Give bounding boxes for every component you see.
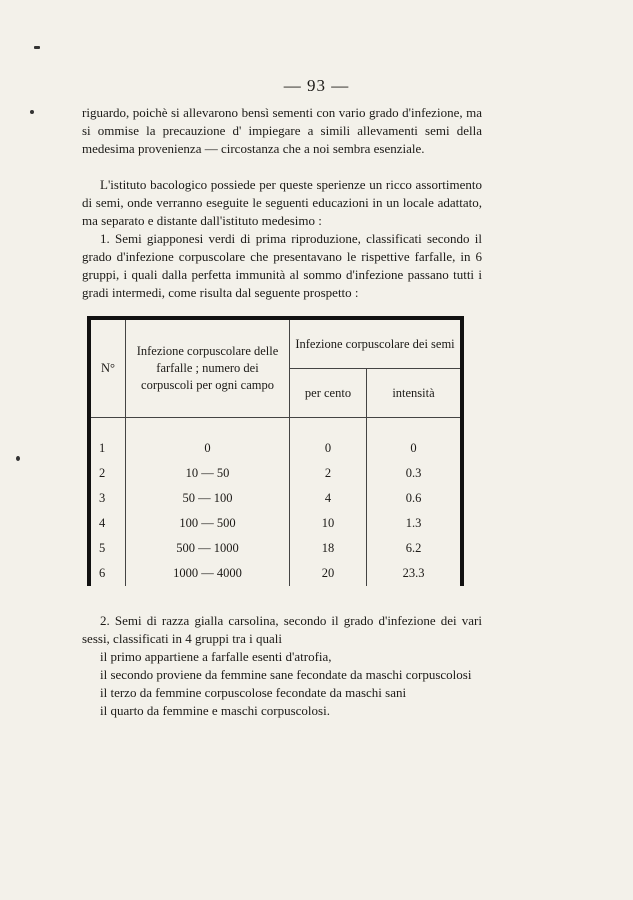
row-number: 4 bbox=[89, 511, 126, 536]
row-percent: 20 bbox=[290, 561, 367, 586]
row-range: 1000 — 4000 bbox=[126, 561, 290, 586]
row-range: 500 — 1000 bbox=[126, 536, 290, 561]
row-range: 50 — 100 bbox=[126, 486, 290, 511]
row-range: 100 — 500 bbox=[126, 511, 290, 536]
row-intensity: 0 bbox=[367, 436, 463, 461]
row-percent: 18 bbox=[290, 536, 367, 561]
page-number: — 93 — bbox=[283, 76, 350, 95]
list-item: il terzo da femmine corpuscolose fecondate da maschi sani bbox=[100, 685, 407, 700]
row-percent: 0 bbox=[290, 436, 367, 461]
row-range: 0 bbox=[126, 436, 290, 461]
ink-mark bbox=[34, 46, 40, 49]
header-moth-infection: Infezione corpuscolare delle farfalle ; numero dei corpuscoli per ogni campo bbox=[126, 318, 290, 418]
paragraph-3-text: 1. Semi giapponesi verdi di prima riproduzione, classificati secondo il grado d'infezione corpuscolare che presentavano le rispettive farfalle, in 6 gruppi, i quali dalla perfetta immunità al sommo d'infezione passano tutti i gradi intermedi, come risulta dal seguente prospetto : bbox=[82, 231, 482, 300]
header-percent: per cento bbox=[290, 369, 367, 418]
list-item: il primo appartiene a farfalle esenti d'atrofia, bbox=[100, 649, 332, 664]
list-item: il secondo proviene da femmine sane fecondate da maschi corpuscolosi bbox=[100, 667, 472, 682]
row-intensity: 1.3 bbox=[367, 511, 463, 536]
paragraph-2 bbox=[82, 176, 482, 230]
row-percent: 10 bbox=[290, 511, 367, 536]
row-number: 2 bbox=[89, 461, 126, 486]
row-number: 1 bbox=[89, 436, 126, 461]
row-intensity: 0.6 bbox=[367, 486, 463, 511]
table-row bbox=[89, 561, 462, 586]
table-row bbox=[89, 536, 462, 561]
paragraph-4-intro: 2. Semi di razza gialla carsolina, secondo il grado d'infezione dei vari sessi, classificati in 4 gruppi tra i quali bbox=[82, 613, 482, 646]
list-item: il quarto da femmine e maschi corpuscolosi. bbox=[100, 703, 330, 718]
ink-mark bbox=[16, 456, 20, 461]
paragraph-1 bbox=[82, 104, 482, 158]
table-row bbox=[89, 461, 462, 486]
infection-table bbox=[87, 316, 464, 586]
header-seed-infection: Infezione corpuscolare dei semi bbox=[290, 318, 463, 369]
header-n: N° bbox=[89, 318, 126, 418]
row-intensity: 0.3 bbox=[367, 461, 463, 486]
paragraph-2-text: L'istituto bacologico possiede per queste sperienze un ricco assortimento di semi, onde verranno eseguite le seguenti educazioni in un locale adattato, ma separato e distante dall'istituto medesimo : bbox=[82, 177, 482, 228]
table-row bbox=[89, 486, 462, 511]
row-range: 10 — 50 bbox=[126, 461, 290, 486]
row-number: 3 bbox=[89, 486, 126, 511]
ink-mark bbox=[30, 110, 34, 114]
row-intensity: 23.3 bbox=[367, 561, 463, 586]
row-number: 5 bbox=[89, 536, 126, 561]
paragraph-4 bbox=[82, 612, 482, 720]
header-intensity: intensità bbox=[367, 369, 463, 418]
row-percent: 4 bbox=[290, 486, 367, 511]
row-percent: 2 bbox=[290, 461, 367, 486]
table-row bbox=[89, 436, 462, 461]
table-row bbox=[89, 511, 462, 536]
row-intensity: 6.2 bbox=[367, 536, 463, 561]
row-number: 6 bbox=[89, 561, 126, 586]
paragraph-3 bbox=[82, 230, 482, 302]
paragraph-1-text: riguardo, poichè si allevarono bensì sementi con vario grado d'infezione, ma si ommise la precauzione d' impiegare a simili allevamenti semi della medesima provenienza — circostanza che a noi sembra esenziale. bbox=[82, 105, 482, 156]
